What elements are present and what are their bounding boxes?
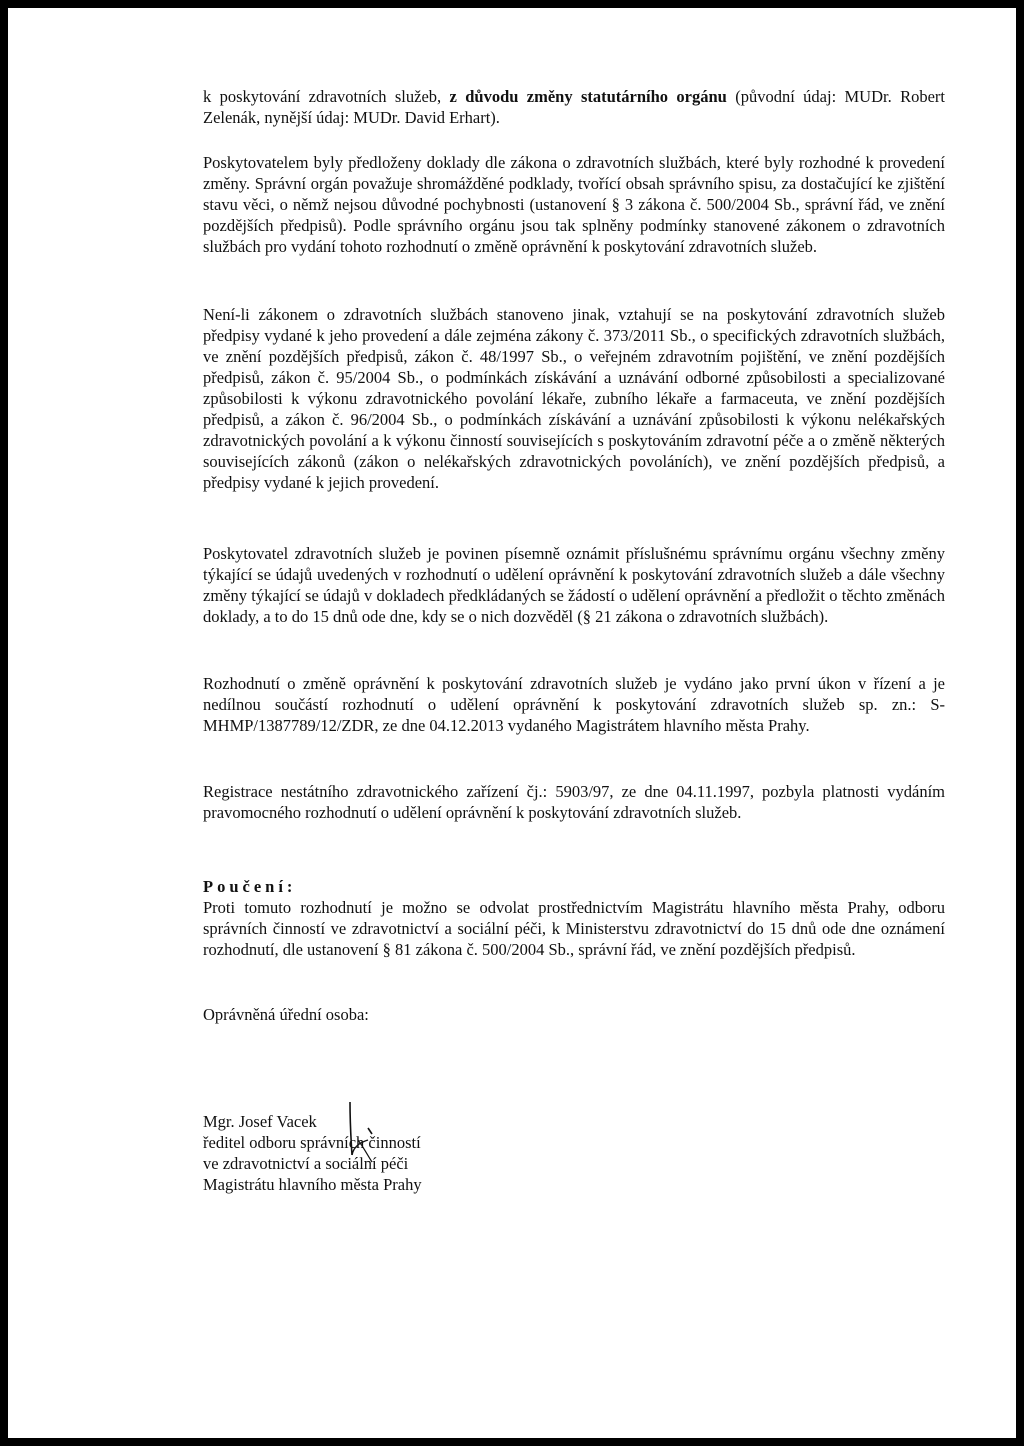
signatory-title: ředitel odboru správních činností [203, 1133, 421, 1152]
para2-text: Poskytovatelem byly předloženy doklady dle zákona o zdravotních službách, které byly rozhodné k provedení změny. Správní orgán považuje shromážděné podklady, tvořící obsah správního spisu, za dostačující ke zjištění stavu věci, o němž nejsou důvodné pochybnosti (ustanovení § 3 zákona č. 500/2004 Sb., správní řád, ve znění pozdějších předpisů). Podle správního orgánu jsou tak splněny podmínky stanovené zákonem o zdravotních službách pro vydání tohoto rozhodnutí o změně oprávnění k poskytování zdravotních služeb. [203, 153, 945, 256]
section-pouceni [203, 876, 945, 960]
para4-text: Poskytovatel zdravotních služeb je povinen písemně oznámit příslušnému správnímu orgánu všechny změny týkající se údajů uvedených v rozhodnutí o udělení oprávnění k poskytování zdravotních služeb a dále všechny změny týkající se údajů v dokladech předkládaných se žádostí o udělení oprávnění a předložit o těchto změnách doklady, a to do 15 dnů ode dne, kdy se o nich dozvěděl (§ 21 zákona o zdravotních službách). [203, 544, 945, 626]
signatory-institution: Magistrátu hlavního města Prahy [203, 1175, 422, 1194]
document-page [8, 8, 1016, 1438]
signatory-department: ve zdravotnictví a sociální péči [203, 1154, 409, 1173]
paragraph-decision [203, 673, 945, 736]
official-person-label [203, 1004, 945, 1025]
paragraph-registration [203, 781, 945, 823]
paragraph-change-reason [203, 86, 945, 128]
paragraph-obligation [203, 543, 945, 627]
pouceni-text: Proti tomuto rozhodnutí je možno se odvolat prostřednictvím Magistrátu hlavního města Prahy, odboru správních činností ve zdravotnictví a sociální péči, k Ministerstvu zdravotnictví do 15 dnů ode dne oznámení rozhodnutí, dle ustanovení § 81 zákona č. 500/2004 Sb., správní řád, ve znění pozdějších předpisů. [203, 898, 945, 959]
para5-text: Rozhodnutí o změně oprávnění k poskytování zdravotních služeb je vydáno jako první úkon v řízení a je nedílnou součástí rozhodnutí o udělení oprávnění k poskytování zdravotních služeb sp. zn.: S-MHMP/1387789/12/ZDR, ze dne 04.12.2013 vydaného Magistrátem hlavního města Prahy. [203, 674, 945, 735]
official-label-text: Oprávněná úřední osoba: [203, 1005, 369, 1024]
para1-bold-reason: z důvodu změny statutárního orgánu [449, 87, 727, 106]
para6-text: Registrace nestátního zdravotnického zařízení čj.: 5903/97, ze dne 04.11.1997, pozbyla platnosti vydáním pravomocného rozhodnutí o udělení oprávnění k poskytování zdravotních služeb. [203, 782, 945, 822]
para1-post: (původní údaj: MUDr. Robert Zelenák, nynější údaj: MUDr. David Erhart). [203, 87, 945, 127]
para1-pre: k poskytování zdravotních služeb, [203, 87, 450, 106]
signatory-name: Mgr. Josef Vacek [203, 1112, 317, 1131]
pouceni-heading: Poučení: [203, 877, 297, 896]
paragraph-laws [203, 304, 945, 493]
para3-text: Není-li zákonem o zdravotních službách stanoveno jinak, vztahují se na poskytování zdravotních služeb předpisy vydané k jeho provedení a dále zejména zákony č. 373/2011 Sb., o specifických zdravotních službách, ve znění pozdějších předpisů, zákon č. 48/1997 Sb., o veřejném zdravotním pojištění, ve znění pozdějších předpisů, zákon č. 95/2004 Sb., o podmínkách získávání a uznávání odborné způsobilosti a specializované způsobilosti k výkonu zdravotnického povolání lékaře, zubního lékaře a farmaceuta, ve znění pozdějších předpisů, a zákon č. 96/2004 Sb., o podmínkách získávání a uznávání způsobilosti k výkonu nelékařských zdravotnických povolání a k výkonu činností souvisejících s poskytováním zdravotní péče a o změně některých souvisejících zákonů (zákon o nelékařských zdravotnických povoláních), ve znění pozdějších předpisů, a předpisy vydané k jejich provedení. [203, 305, 945, 492]
paragraph-documents [203, 152, 945, 257]
signatory-block [203, 1111, 945, 1195]
